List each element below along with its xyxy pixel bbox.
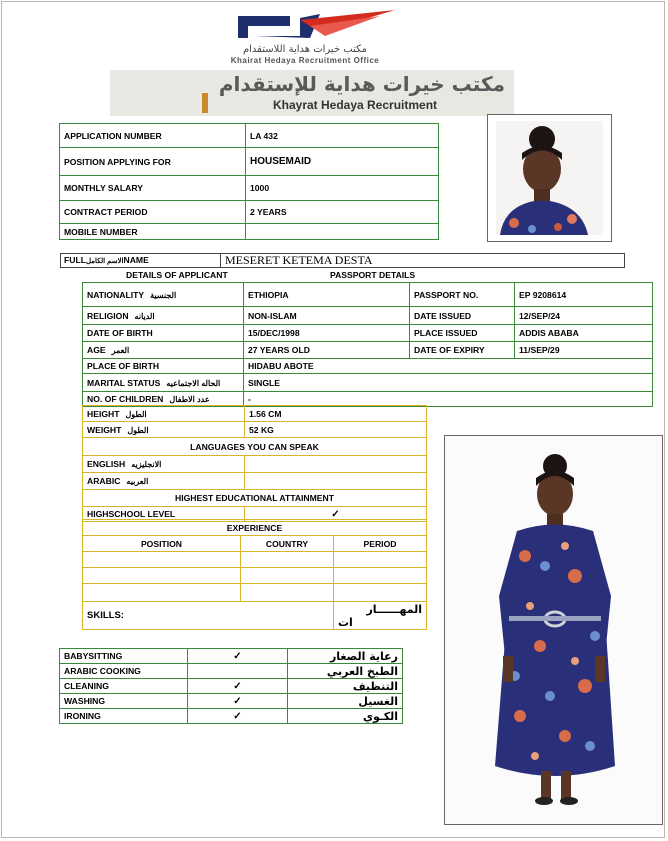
table-row <box>83 438 427 456</box>
detail-label <box>83 422 245 438</box>
table-row <box>83 307 653 325</box>
table-row <box>60 664 403 679</box>
table-row <box>83 536 427 552</box>
app-value: 1000 <box>246 176 439 201</box>
table-row <box>60 224 439 240</box>
applicant-name: MESERET KETEMA DESTA <box>225 253 373 267</box>
skill-check: ✓ <box>188 679 288 694</box>
detail-label-en: NATIONALITY <box>87 289 145 300</box>
detail-label-ar: الطول <box>127 425 149 435</box>
name-label-arabic: الاسم الكامل <box>85 258 124 265</box>
passport-value: 12/SEP/24 <box>515 307 653 325</box>
detail-label-en: MARITAL STATUS <box>87 377 161 388</box>
skill-label: ARABIC COOKING <box>60 664 188 679</box>
table-row <box>60 176 439 201</box>
detail-value: ETHIOPIA <box>244 283 410 307</box>
passport-label: DATE ISSUED <box>410 307 515 325</box>
passport-label: PASSPORT NO. <box>410 283 515 307</box>
languages-header: LANGUAGES YOU CAN SPEAK <box>83 438 427 456</box>
headshot-photo <box>487 114 612 242</box>
detail-value: NON-ISLAM <box>244 307 410 325</box>
app-value: LA 432 <box>246 124 439 148</box>
detail-label <box>83 325 244 342</box>
table-row <box>60 649 403 664</box>
skill-label: WASHING <box>60 694 188 709</box>
education-label: HIGHSCHOOL LEVEL <box>83 507 245 522</box>
table-row <box>83 422 427 438</box>
detail-value: HIDABU ABOTE <box>244 359 653 374</box>
experience-col-country: COUNTRY <box>241 536 334 552</box>
table-row <box>83 374 653 392</box>
physical-table <box>82 405 427 522</box>
education-check: ✓ <box>245 507 427 522</box>
passport-value: ADDIS ABABA <box>515 325 653 342</box>
skill-check: ✓ <box>188 694 288 709</box>
table-row <box>83 584 427 602</box>
passport-value: EP 9208614 <box>515 283 653 307</box>
app-label: POSITION APPLYING FOR <box>60 148 246 176</box>
table-row <box>83 456 427 473</box>
skills-arabic-line2: ات <box>338 615 353 629</box>
skill-check: ✓ <box>188 709 288 724</box>
details-header: DETAILS OF APPLICANT <box>126 270 228 280</box>
table-row <box>83 568 427 584</box>
skill-label: IRONING <box>60 709 188 724</box>
experience-header: EXPERIENCE <box>83 520 427 536</box>
app-value <box>246 224 439 240</box>
table-row <box>83 325 653 342</box>
passport-label: PLACE ISSUED <box>410 325 515 342</box>
table-row <box>60 124 439 148</box>
company-banner <box>110 70 514 116</box>
table-row <box>83 552 427 568</box>
language-label-ar: العربيه <box>126 477 149 486</box>
detail-value: 15/DEC/1998 <box>244 325 410 342</box>
skill-arabic: الطبخ العربي <box>288 664 403 679</box>
passport-header: PASSPORT DETAILS <box>330 270 416 280</box>
logo-english-text: Khairat Hedaya Recruitment Office <box>230 56 380 65</box>
passport-label: DATE OF EXPIRY <box>410 342 515 359</box>
skills-arabic <box>334 602 427 630</box>
passport-value: 11/SEP/29 <box>515 342 653 359</box>
table-row <box>60 148 439 176</box>
detail-label-en: HEIGHT <box>87 408 120 419</box>
logo-arabic-text: مكتب خيرات هداية اللاستقدام <box>242 44 368 55</box>
language-label-ar: الانجليزيه <box>131 460 162 469</box>
app-label: CONTRACT PERIOD <box>60 201 246 224</box>
detail-label-ar: الطول <box>125 409 147 419</box>
app-value: HOUSEMAID <box>246 148 439 176</box>
detail-label-ar: عدد الاطفال <box>169 395 210 404</box>
table-row <box>60 709 403 724</box>
detail-label-en: WEIGHT <box>87 424 122 435</box>
name-label-name: NAME <box>123 255 149 265</box>
banner-accent <box>202 93 208 113</box>
skill-arabic: التنظيف <box>288 679 403 694</box>
table-row <box>60 201 439 224</box>
table-row <box>83 602 427 630</box>
language-label-en: ARABIC <box>87 476 121 486</box>
detail-label <box>83 283 244 307</box>
skill-arabic: الكـوي <box>288 709 403 724</box>
detail-label-en: PLACE OF BIRTH <box>87 361 160 371</box>
skills-table <box>59 648 403 724</box>
education-header: HIGHEST EDUCATIONAL ATTAINMENT <box>83 490 427 507</box>
experience-col-period: PERIOD <box>334 536 427 552</box>
table-row <box>83 406 427 422</box>
full-body-photo <box>444 435 663 825</box>
banner-english-text: Khayrat Hedaya Recruitment <box>272 98 438 112</box>
table-row <box>83 490 427 507</box>
table-row <box>60 679 403 694</box>
app-label: MOBILE NUMBER <box>60 224 246 240</box>
table-row <box>83 473 427 490</box>
experience-col-position: POSITION <box>83 536 241 552</box>
language-label-en: ENGLISH <box>87 459 126 469</box>
skill-check <box>188 664 288 679</box>
language-label <box>83 456 245 473</box>
skill-arabic: الغسيل <box>288 694 403 709</box>
detail-label-en: DATE OF BIRTH <box>87 328 153 338</box>
detail-value: SINGLE <box>244 374 653 392</box>
table-row <box>83 359 653 374</box>
detail-value: 27 YEARS OLD <box>244 342 410 359</box>
detail-value: 1.56 CM <box>245 406 427 422</box>
skills-arabic-line1: المهــــــار <box>366 602 422 616</box>
table-row <box>83 520 427 536</box>
logo <box>160 6 450 66</box>
app-label: APPLICATION NUMBER <box>60 124 246 148</box>
detail-label <box>83 307 244 325</box>
name-row <box>60 253 625 268</box>
name-label <box>61 254 221 267</box>
language-value <box>245 456 427 473</box>
table-row <box>83 342 653 359</box>
table-row <box>83 283 653 307</box>
skill-arabic: رعاية الصغار <box>288 649 403 664</box>
detail-label-en: AGE <box>87 345 106 355</box>
banner-arabic-text: مكتب خيرات هداية للإستقدام <box>218 72 505 96</box>
skill-label: BABYSITTING <box>60 649 188 664</box>
detail-label-ar: الجنسية <box>150 290 177 300</box>
experience-table <box>82 519 427 630</box>
language-value <box>245 473 427 490</box>
detail-value: 52 KG <box>245 422 427 438</box>
skill-check: ✓ <box>188 649 288 664</box>
detail-label-ar: العمر <box>111 346 130 355</box>
detail-label <box>83 359 244 374</box>
detail-label-en: NO. OF CHILDREN <box>87 394 164 404</box>
language-label <box>83 473 245 490</box>
detail-label-ar: الديانه <box>134 311 155 321</box>
detail-label-ar: الحاله الاجتماعيه <box>166 378 221 388</box>
details-table <box>82 282 653 407</box>
app-label: MONTHLY SALARY <box>60 176 246 201</box>
skills-label: SKILLS: <box>83 602 334 630</box>
detail-value: - <box>244 392 653 407</box>
headshot-figure-icon <box>488 115 611 241</box>
application-table <box>59 123 439 240</box>
skill-label: CLEANING <box>60 679 188 694</box>
detail-label-en: RELIGION <box>87 310 129 321</box>
detail-label <box>83 374 244 392</box>
name-label-full: FULL <box>64 255 86 265</box>
table-row <box>60 694 403 709</box>
full-body-figure-icon <box>445 436 662 824</box>
detail-label <box>83 342 244 359</box>
app-value: 2 YEARS <box>246 201 439 224</box>
detail-label <box>83 406 245 422</box>
